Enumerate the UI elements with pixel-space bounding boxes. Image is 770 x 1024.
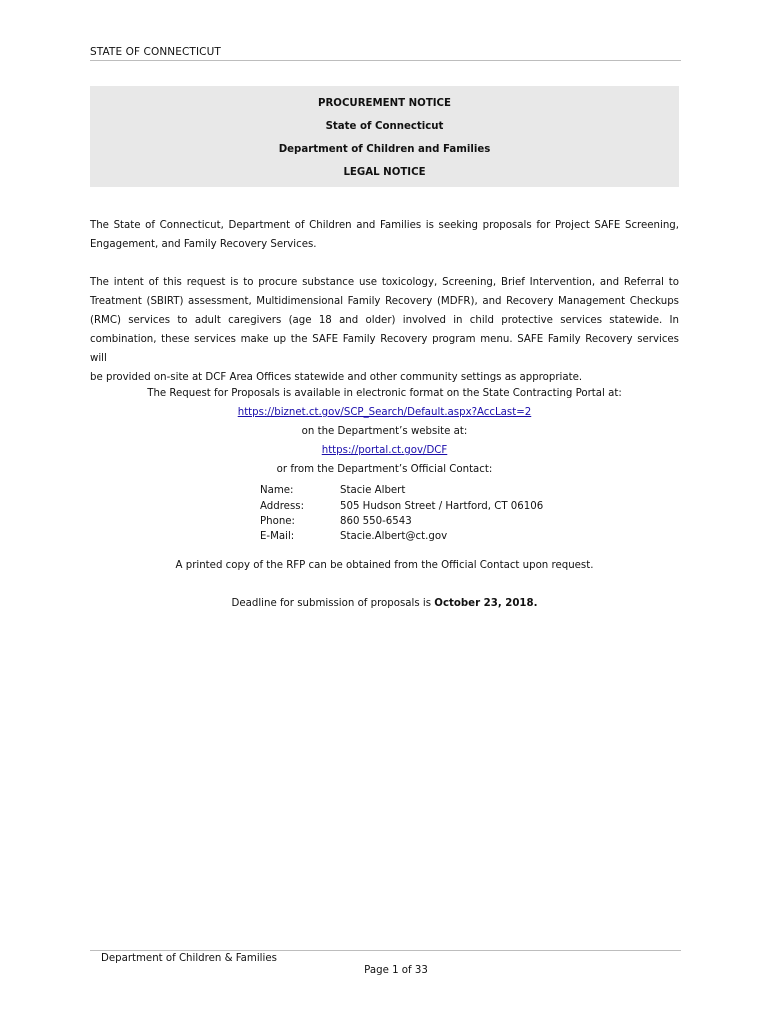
rfp-available-text: The Request for Proposals is available in electronic format on the State Contracting Portal at: xyxy=(147,388,622,399)
intro-paragraph xyxy=(90,216,679,254)
notice-box xyxy=(90,86,679,187)
page-number: Page 1 of 33 xyxy=(364,965,428,976)
email-label: E-Mail: xyxy=(260,531,295,542)
intent-line-4: combination, these services make up the SAFE Family Recovery program menu. SAFE Family Recovery services will xyxy=(90,334,679,364)
running-header: STATE OF CONNECTICUT xyxy=(90,46,221,58)
deadline-date: October 23, 2018. xyxy=(434,598,538,609)
address-value: 505 Hudson Street / Hartford, CT 06106 xyxy=(340,501,544,512)
dept-website-link[interactable]: https://portal.ct.gov/DCF xyxy=(321,445,448,456)
state-portal-link[interactable]: https://biznet.ct.gov/SCP_Search/Default.aspx?AccLast=2 xyxy=(237,407,532,418)
footer-divider xyxy=(90,950,681,951)
intent-line-1: The intent of this request is to procure substance use toxicology, Screening, Brief Intervention, and Referral to xyxy=(90,277,679,288)
portal-link-row xyxy=(90,407,679,418)
deadline-text xyxy=(90,598,679,609)
header-divider xyxy=(90,60,681,61)
intro-line-1: The State of Connecticut, Department of Children and Families is seeking proposals for Project SAFE Screening, xyxy=(90,220,679,231)
footer-department: Department of Children & Families xyxy=(101,953,277,964)
dept-website-text: on the Department’s website at: xyxy=(301,426,468,437)
intent-line-3: (RMC) services to adult caregivers (age 18 and older) involved in child protective services statewide. In xyxy=(90,315,679,326)
notice-state: State of Connecticut xyxy=(325,121,444,132)
name-label: Name: xyxy=(260,485,294,496)
deadline-prefix: Deadline for submission of proposals is xyxy=(231,598,435,609)
intent-line-5: be provided on-site at DCF Area Offices statewide and other community settings as appropriate. xyxy=(90,372,583,383)
printed-copy-text: A printed copy of the RFP can be obtained from the Official Contact upon request. xyxy=(175,560,594,571)
notice-legal: LEGAL NOTICE xyxy=(343,167,426,178)
address-label: Address: xyxy=(260,501,305,512)
notice-title: PROCUREMENT NOTICE xyxy=(317,98,451,109)
official-contact-text: or from the Department’s Official Contact: xyxy=(276,464,493,475)
phone-label: Phone: xyxy=(260,516,295,527)
intent-paragraph xyxy=(90,273,679,387)
phone-value: 860 550-6543 xyxy=(340,516,412,527)
intro-line-2: Engagement, and Family Recovery Services. xyxy=(90,239,317,250)
email-value: Stacie.Albert@ct.gov xyxy=(340,531,448,542)
name-value: Stacie Albert xyxy=(340,485,406,496)
notice-department: Department of Children and Families xyxy=(278,144,491,155)
intent-line-2: Treatment (SBIRT) assessment, Multidimensional Family Recovery (MDFR), and Recovery Management Checkups xyxy=(90,296,679,307)
dept-link-row xyxy=(90,445,679,456)
